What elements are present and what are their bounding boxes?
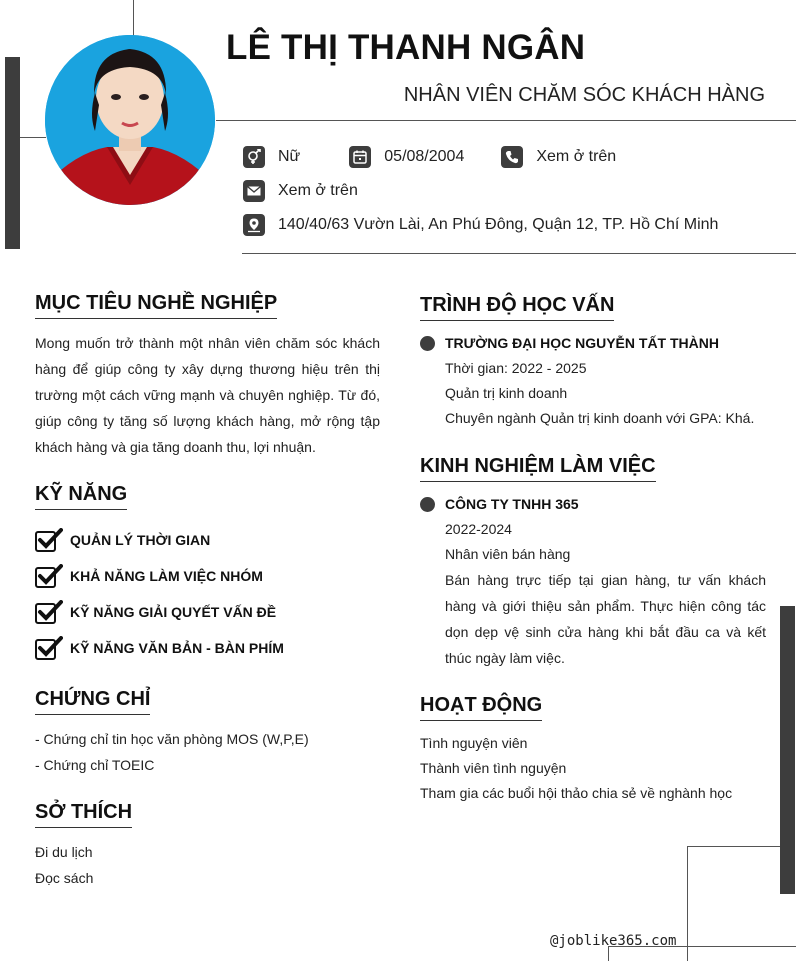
checkbox-check-icon [35, 600, 63, 624]
education-entry [420, 334, 766, 431]
phone-icon [501, 146, 523, 168]
certificates-list [35, 726, 309, 778]
skill-label: KỸ NĂNG VĂN BẢN - BÀN PHÍM [70, 640, 284, 656]
skills-title: KỸ NĂNG [35, 483, 127, 510]
contact-row-2 [243, 180, 358, 202]
right-accent-bar [780, 606, 795, 894]
avatar [45, 35, 215, 205]
experience-description: Bán hàng trực tiếp tại gian hàng, tư vấn khách hàng và giới thiệu sản phẩm. Thực hiện công tác dọn dẹp vệ sinh cửa hàng khi bắt đầu ca và kết thúc ngày làm việc. [445, 572, 766, 666]
hobby-item: Đi du lịch [35, 844, 93, 860]
gender-value: Nữ [278, 148, 301, 165]
activity-item: Tham gia các buổi hội thảo chia sẻ về nghành học [420, 785, 733, 801]
contact-row-3 [243, 214, 718, 236]
school-name: TRƯỜNG ĐẠI HỌC NGUYỄN TẤT THÀNH [445, 335, 719, 351]
education-title: TRÌNH ĐỘ HỌC VẤN [420, 294, 614, 321]
address-item [243, 214, 718, 236]
skill-item [35, 522, 284, 558]
candidate-name: LÊ THỊ THANH NGÂN [226, 28, 586, 67]
certificates-title: CHỨNG CHỈ [35, 688, 150, 715]
header-divider [216, 120, 796, 121]
top-divider-line [133, 0, 134, 36]
skill-label: QUẢN LÝ THỜI GIAN [70, 532, 211, 548]
portrait-illustration [45, 35, 215, 205]
activity-item: Thành viên tình nguyện [420, 760, 567, 776]
email-item [243, 180, 358, 202]
watermark: @joblike365.com [550, 933, 677, 949]
certificate-item: - Chứng chỉ tin học văn phòng MOS (W,P,E) [35, 731, 309, 747]
left-divider-line [20, 137, 46, 138]
bullet-dot-icon [420, 497, 435, 512]
objective-text: Mong muốn trở thành một nhân viên chăm sóc khách hàng để giúp công ty xây dựng thương hiệu trên thị trường một cách vững mạnh và chuyên nghiệp. Từ đó, giúp công ty tăng số lượng khách hàng, mở rộng tập khách hàng và gia tăng doanh thu, lợi nhuận. [35, 335, 380, 455]
dob-value: 05/08/2004 [384, 148, 465, 165]
activities-title: HOẠT ĐỘNG [420, 694, 542, 721]
activities-list [420, 731, 732, 806]
skill-label: KHẢ NĂNG LÀM VIỆC NHÓM [70, 568, 263, 584]
checkbox-check-icon [35, 636, 63, 660]
company-name: CÔNG TY TNHH 365 [445, 496, 579, 512]
activity-item: Tình nguyện viên [420, 735, 528, 751]
gender-icon [243, 146, 265, 168]
checkbox-check-icon [35, 564, 63, 588]
calendar-icon [349, 146, 371, 168]
phone-item [501, 146, 616, 168]
objective-title: MỤC TIÊU NGHỀ NGHIỆP [35, 292, 277, 319]
job-title: NHÂN VIÊN CHĂM SÓC KHÁCH HÀNG [403, 84, 765, 106]
hobbies-list [35, 839, 93, 891]
certificate-item: - Chứng chỉ TOEIC [35, 757, 155, 773]
education-detail: Chuyên ngành Quản trị kinh doanh với GPA: Khá. [445, 410, 755, 426]
education-time: Thời gian: 2022 - 2025 [445, 360, 587, 376]
skill-item [35, 558, 284, 594]
experience-role: Nhân viên bán hàng [445, 546, 571, 562]
envelope-icon [243, 180, 265, 202]
bullet-dot-icon [420, 336, 435, 351]
hobbies-title: SỞ THÍCH [35, 801, 132, 828]
location-pin-icon [243, 214, 265, 236]
skill-label: KỸ NĂNG GIẢI QUYẾT VẤN ĐỀ [70, 604, 277, 620]
phone-value: Xem ở trên [536, 148, 617, 165]
gender-item [243, 146, 300, 168]
education-major: Quản trị kinh doanh [445, 385, 568, 401]
left-accent-bar [5, 57, 20, 249]
contact-divider [242, 253, 796, 254]
experience-period: 2022-2024 [445, 521, 512, 537]
email-value: Xem ở trên [278, 182, 358, 199]
contact-row-1 [243, 146, 616, 168]
address-value: 140/40/63 Vườn Lài, An Phú Đông, Quận 12, TP. Hồ Chí Minh [278, 216, 719, 233]
experience-title: KINH NGHIỆM LÀM VIỆC [420, 455, 656, 482]
skill-item [35, 594, 284, 630]
checkbox-check-icon [35, 528, 63, 552]
corner-frame-top [687, 846, 780, 847]
experience-entry [420, 495, 766, 671]
skill-item [35, 630, 284, 666]
hobby-item: Đọc sách [35, 870, 94, 886]
dob-item [349, 146, 464, 168]
corner-frame-left [687, 846, 688, 961]
skills-list [35, 522, 284, 666]
